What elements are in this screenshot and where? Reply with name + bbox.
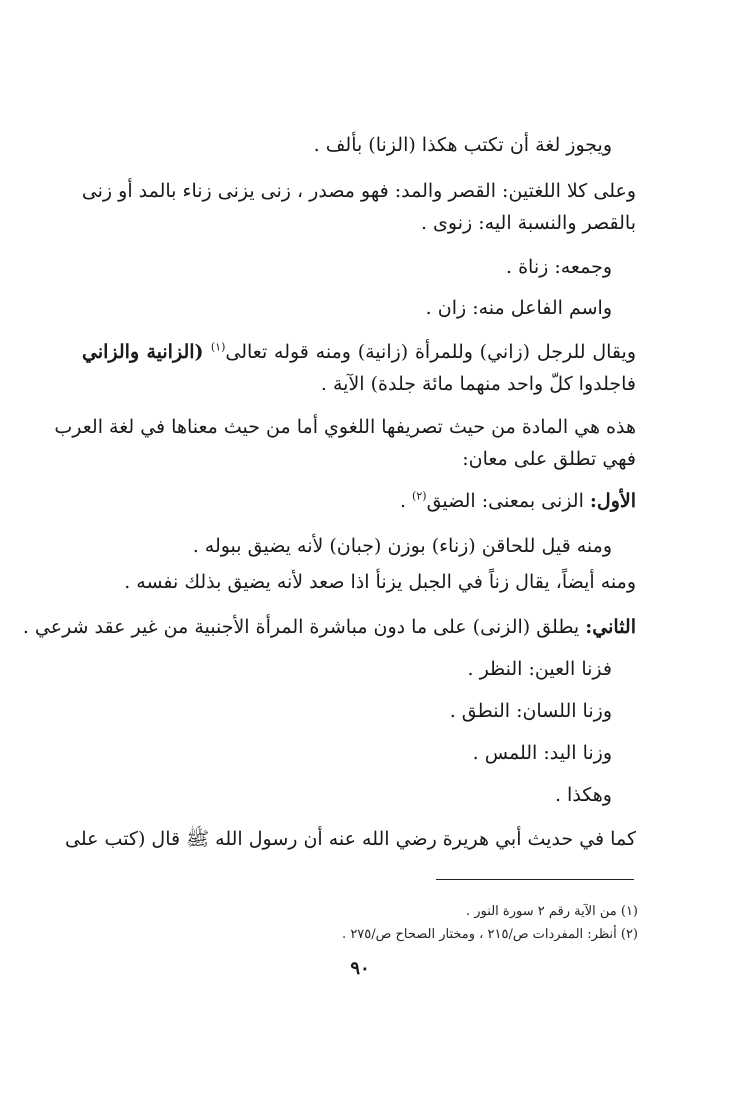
footnote-reference: (١) bbox=[210, 340, 226, 354]
text-line: وعلى كلا اللغتين: القصر والمد: فهو مصدر ، زنى يزنى زناء بالمد أو زنى bbox=[81, 180, 636, 202]
text-line: وجمعه: زناة . bbox=[506, 256, 612, 278]
text-line: هذه هي المادة من حيث تصريفها اللغوي أما من حيث معناها في لغة العرب bbox=[54, 416, 636, 438]
text-line bbox=[82, 338, 636, 366]
footnote: (١) من الآية رقم ٢ سورة النور . bbox=[466, 904, 638, 919]
page-number: ٩٠ bbox=[350, 958, 370, 979]
section-label: الثاني: bbox=[585, 616, 636, 638]
quran-quote: (الزانية والزاني bbox=[82, 341, 211, 363]
text-line: وهكذا . bbox=[554, 784, 612, 806]
footnote-separator bbox=[436, 879, 634, 880]
text-line: وزنا اليد: اللمس . bbox=[472, 742, 612, 764]
text-line bbox=[23, 613, 636, 641]
text-line: فزنا العين: النظر . bbox=[467, 658, 612, 680]
text-line: واسم الفاعل منه: زان . bbox=[425, 297, 612, 319]
text-line: وزنا اللسان: النطق . bbox=[449, 700, 612, 722]
text-segment: . bbox=[399, 490, 413, 512]
text-line bbox=[400, 487, 636, 515]
text-line: ومنه أيضاً، يقال زناً في الجبل يزنأ اذا صعد لأنه يضيق بذلك نفسه . bbox=[124, 571, 636, 593]
text-line: بالقصر والنسبة اليه: زنوى . bbox=[420, 212, 636, 234]
text-line: كما في حديث أبي هريرة رضي الله عنه أن رسول الله ﷺ قال (كتب على bbox=[65, 828, 636, 850]
text-segment: يطلق (الزنى) على ما دون مباشرة المرأة الأجنبية من غير عقد شرعي . bbox=[22, 616, 586, 638]
text-line: فهي تطلق على معان: bbox=[462, 448, 636, 470]
section-label: الأول: bbox=[589, 490, 636, 512]
text-line: ويجوز لغة أن تكتب هكذا (الزنا) بألف . bbox=[313, 134, 612, 156]
text-line: ومنه قيل للحاقن (زناء) بوزن (جبان) لأنه يضيق ببوله . bbox=[192, 535, 612, 557]
text-segment: الزنى بمعنى: الضيق bbox=[426, 490, 590, 512]
footnote-reference: (٢) bbox=[412, 489, 427, 503]
text-line: فاجلدوا كلّ واحد منهما مائة جلدة) الآية . bbox=[320, 373, 636, 395]
text-segment: ويقال للرجل (زاني) وللمرأة (زانية) ومنه قوله تعالى bbox=[225, 341, 636, 363]
footnote: (٢) أنظر: المفردات ص/٢١٥ ، ومختار الصحاح ص/٢٧٥ . bbox=[342, 927, 638, 942]
